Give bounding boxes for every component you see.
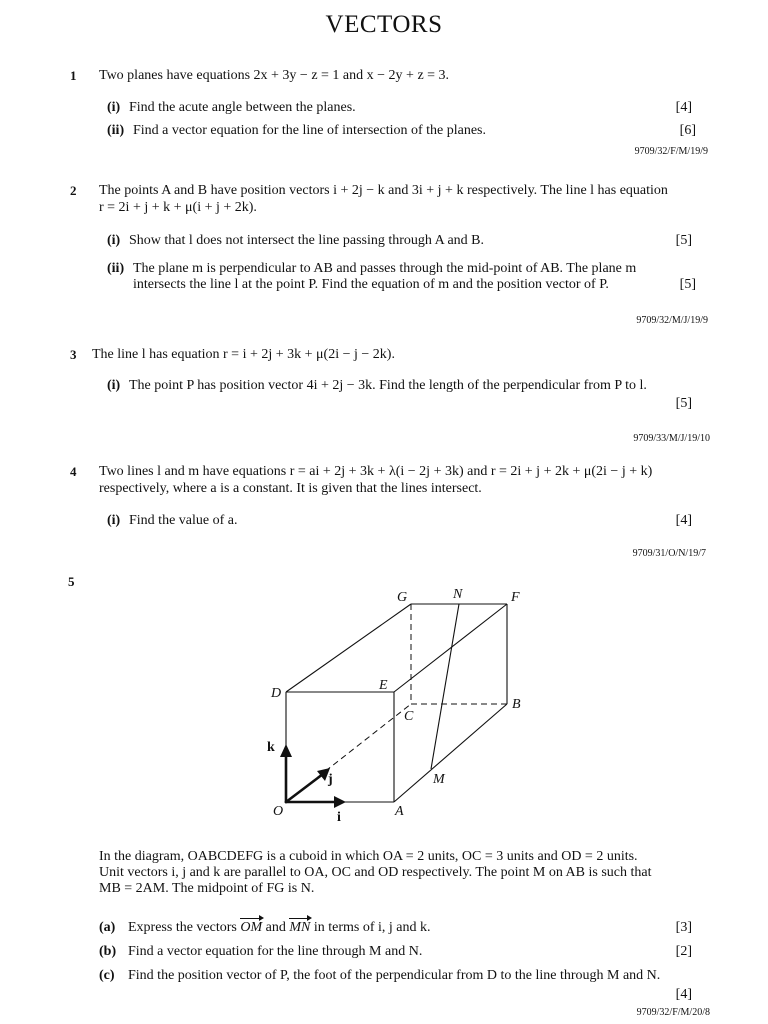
question-stem: respectively, where a is a constant. It is given that the lines intersect. bbox=[99, 481, 482, 496]
vertex-label-e: E bbox=[379, 678, 388, 693]
question-stem: Unit vectors i, j and k are parallel to OA, OC and OD respectively. The point M on AB is such that bbox=[99, 865, 652, 880]
question-number: 5 bbox=[68, 574, 75, 589]
mark: [4] bbox=[675, 513, 692, 528]
paper-reference: 9709/33/M/J/19/10 bbox=[633, 433, 710, 444]
vertex-label-o: O bbox=[273, 804, 284, 819]
part-text: Find the acute angle between the planes. bbox=[129, 100, 356, 115]
point-label-n: N bbox=[453, 587, 463, 602]
question-stem: The line l has equation r = i + 2j + 3k + μ(2i − j − 2k). bbox=[92, 347, 395, 362]
mark: [6] bbox=[679, 123, 696, 138]
part-label: (i) bbox=[107, 378, 121, 393]
mark: [5] bbox=[675, 396, 692, 411]
part-text-segment: Express the vectors bbox=[128, 920, 237, 935]
part-text: Find the position vector of P, the foot of the perpendicular from D to the line through M and N. bbox=[128, 968, 661, 983]
question-stem: r = 2i + j + k + μ(i + j + 2k). bbox=[99, 200, 257, 215]
question-number: 4 bbox=[70, 464, 77, 479]
mark: [2] bbox=[675, 944, 692, 959]
vertex-label-g: G bbox=[397, 590, 408, 605]
paper-reference: 9709/32/F/M/19/9 bbox=[634, 146, 708, 157]
mark: [5] bbox=[675, 233, 692, 248]
mark: [4] bbox=[675, 987, 692, 1002]
paper-reference: 9709/32/F/M/20/8 bbox=[636, 1007, 710, 1018]
question-number: 1 bbox=[70, 68, 77, 83]
part-label: (i) bbox=[107, 233, 121, 248]
page-title: VECTORS bbox=[325, 11, 443, 38]
arrowhead-i bbox=[334, 796, 346, 808]
part-text: Find the value of a. bbox=[129, 513, 238, 528]
paper-reference: 9709/32/M/J/19/9 bbox=[636, 315, 708, 326]
vertex-label-d: D bbox=[271, 686, 282, 701]
part-text: The point P has position vector 4i + 2j − 3k. Find the length of the perpendicular from P to l. bbox=[129, 378, 647, 393]
unit-vector-j bbox=[286, 774, 323, 802]
vertex-label-c: C bbox=[404, 709, 414, 724]
part-label: (ii) bbox=[107, 261, 125, 276]
mark: [4] bbox=[675, 100, 692, 115]
unit-label-i: i bbox=[337, 810, 341, 825]
part-label: (ii) bbox=[107, 123, 125, 138]
part-label: (i) bbox=[107, 513, 121, 528]
part-label: (b) bbox=[99, 944, 117, 959]
question-number: 3 bbox=[70, 347, 77, 362]
arrowhead-k bbox=[280, 744, 292, 757]
part-label: (a) bbox=[99, 920, 116, 935]
question-stem: The points A and B have position vectors i + 2j − k and 3i + j + k respectively. The line l has equation bbox=[99, 183, 668, 198]
question-stem: Two planes have equations 2x + 3y − z = 1 and x − 2y + z = 3. bbox=[99, 68, 450, 83]
part-label: (c) bbox=[99, 968, 115, 983]
edge-dg bbox=[286, 604, 411, 692]
mark: [5] bbox=[679, 277, 696, 292]
part-text-segment: and bbox=[265, 920, 286, 935]
question-stem: Two lines l and m have equations r = ai + 2j + 3k + λ(i − 2j + 3k) and r = 2i + j + 2k + μ(2i − j + k) bbox=[99, 464, 653, 479]
part-text: The plane m is perpendicular to AB and passes through the mid-point of AB. The plane m bbox=[133, 261, 637, 276]
paper-reference: 9709/31/O/N/19/7 bbox=[632, 548, 706, 559]
vector-mn: MN bbox=[289, 920, 311, 935]
point-label-m: M bbox=[433, 772, 445, 787]
question-number: 2 bbox=[70, 183, 77, 198]
part-text bbox=[128, 920, 431, 936]
question-stem: MB = 2AM. The midpoint of FG is N. bbox=[99, 881, 315, 896]
mark: [3] bbox=[675, 920, 692, 935]
part-text: Find a vector equation for the line through M and N. bbox=[128, 944, 423, 959]
vertex-label-b: B bbox=[512, 697, 521, 712]
question-stem: In the diagram, OABCDEFG is a cuboid in which OA = 2 units, OC = 3 units and OD = 2 units. bbox=[99, 849, 638, 864]
part-text: Find a vector equation for the line of intersection of the planes. bbox=[133, 123, 487, 138]
part-label: (i) bbox=[107, 100, 121, 115]
line-mn bbox=[431, 604, 459, 769]
part-text: intersects the line l at the point P. Find the equation of m and the position vector of P. bbox=[133, 277, 609, 292]
vertex-label-f: F bbox=[511, 590, 520, 605]
vertex-label-a: A bbox=[395, 804, 404, 819]
part-text: Show that l does not intersect the line passing through A and B. bbox=[129, 233, 485, 248]
vector-om: OM bbox=[240, 920, 263, 935]
unit-label-k: k bbox=[267, 740, 275, 755]
unit-label-j: j bbox=[328, 772, 333, 787]
part-text-segment: in terms of i, j and k. bbox=[313, 920, 431, 935]
